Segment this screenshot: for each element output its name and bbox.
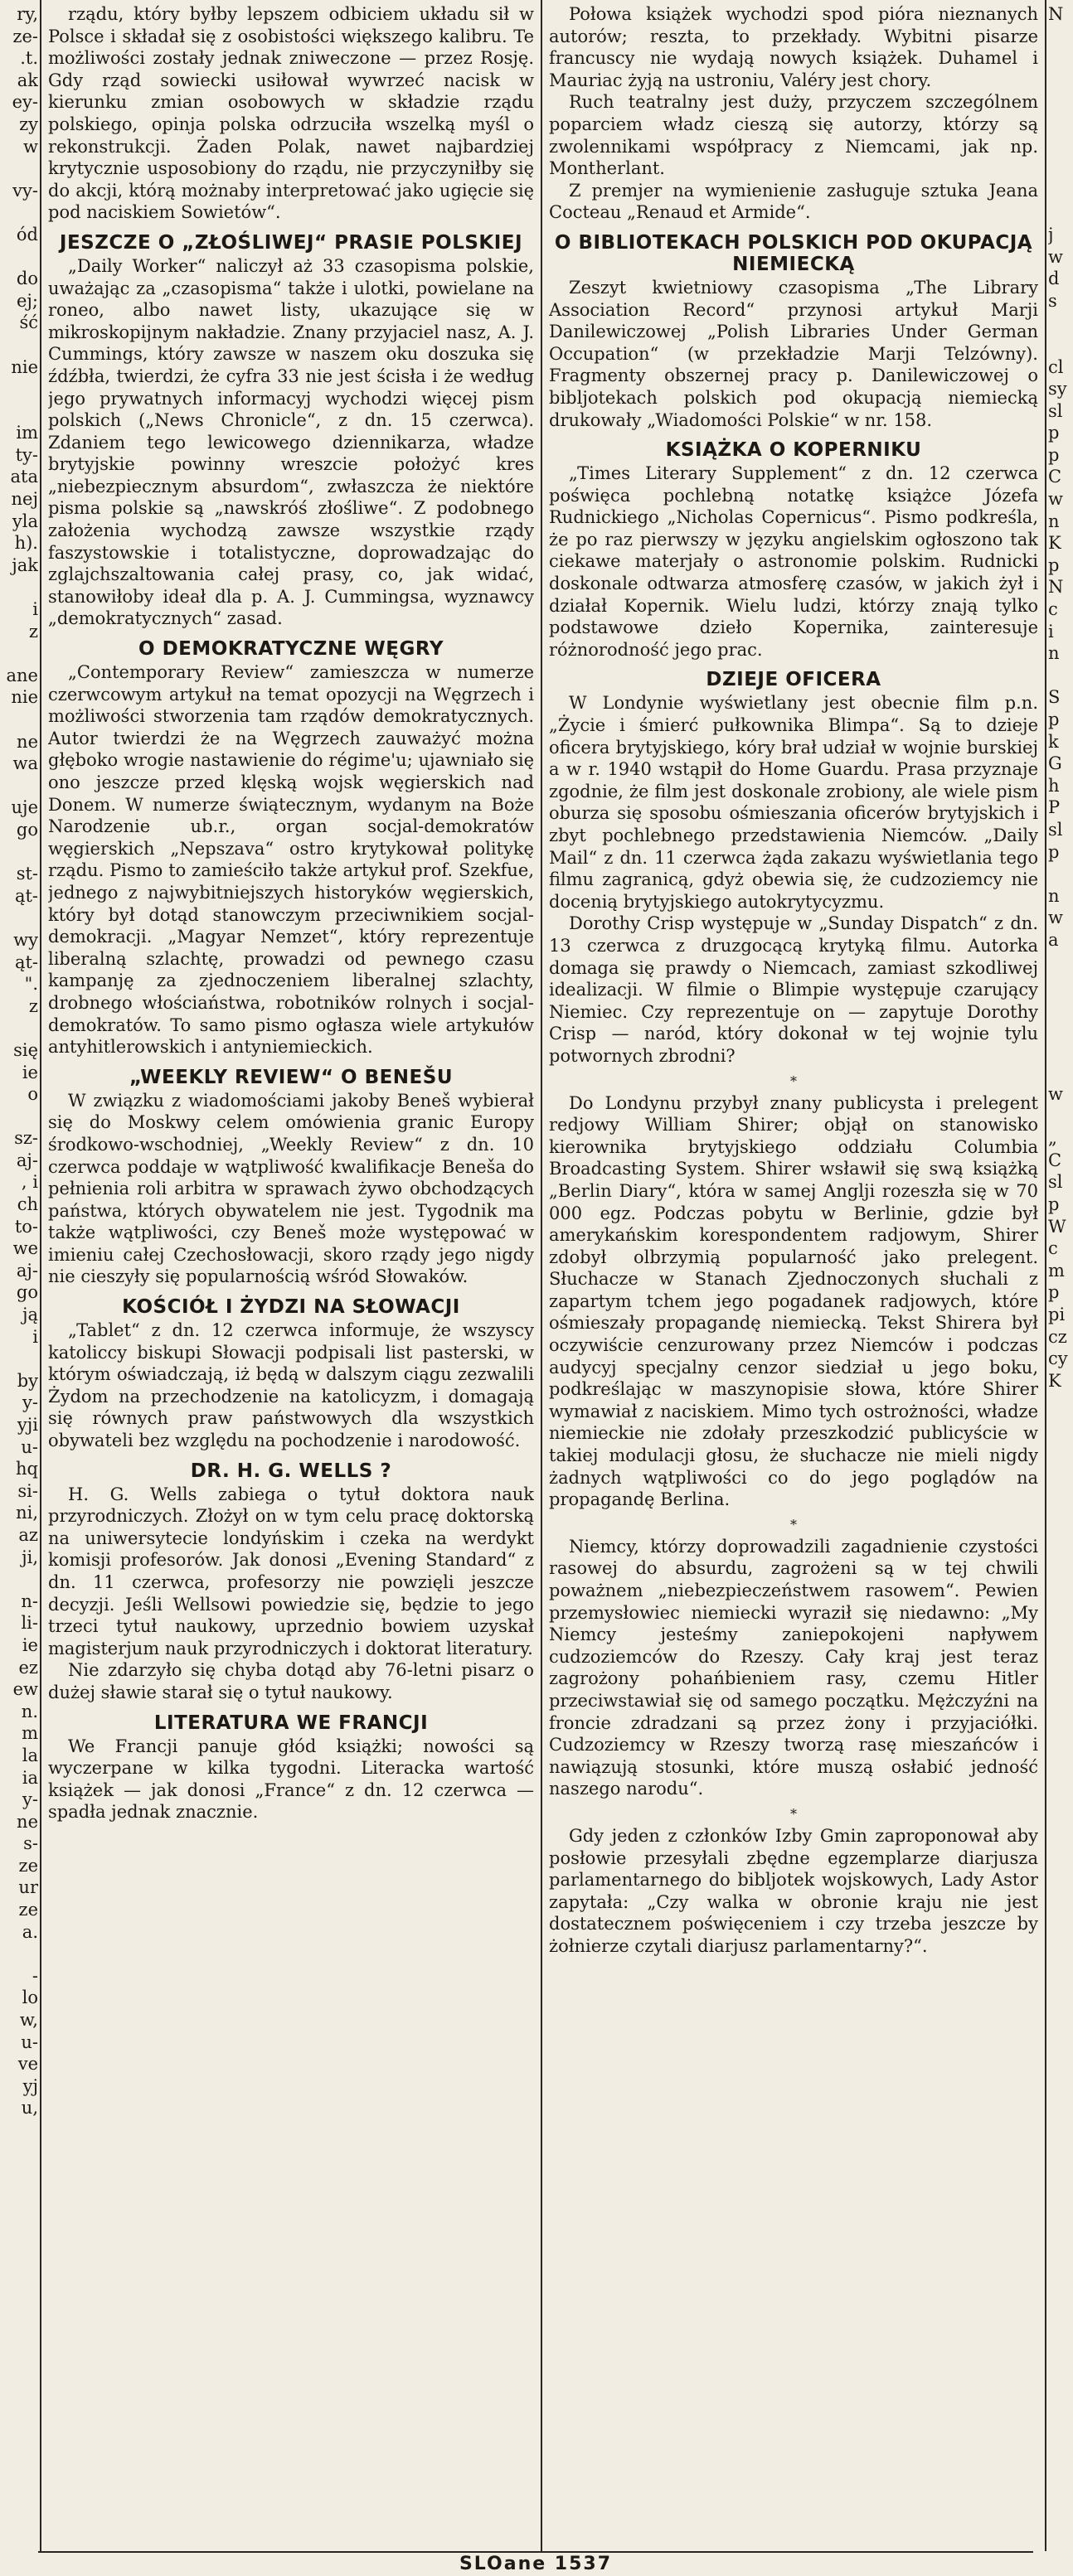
article-paragraph: „Daily Worker“ naliczył aż 33 czasopisma polskie, uważając za „czasopisma“ także i ulotki, powielane na roneo, albo nawet listy, ukazujące się w mikroskopijnym nakładzie. Znany przyjaciel nasz, A. J. Cummings, który zawsze w naszem oku doszuka się źdźbła, twierdzi, że cyfra 33 nie jest ścisła i że według jego prywatnych informacyj wychodzi więcej pism polskich („News Chronicle“, z dn. 15 czerwca). Zdaniem tego lewicowego dziennikarza, władze brytyjskie powinny wreszcie położyć kres „niebezpiecznym absurdom“, zwłaszcza że niektóre pisma polskie są „nawskróś złośliwe“. Z podobnego założenia wychodzą zawsze wszystkie rządy faszystowskie i totalistyczne, doprowadzając do zglajchszaltowania całej prasy, co, jak widać, stanowiłoby ideał dla p. A. J. Cummingsa, wyznawcy „demokratycznych“ zasad. — [48, 255, 534, 629]
article-paragraph: Nie zdarzyło się chyba dotąd aby 76-letni pisarz o dużej sławie starał się o tytuł naukowy. — [48, 1660, 534, 1702]
article-column-right — [549, 3, 1038, 2548]
article-heading: KSIĄŻKA O KOPERNIKU — [665, 439, 922, 462]
article-paragraph: Do Londynu przybył znany publicysta i prelegent redjowy William Shirer; objął on stanowisko kierownika brytyjskiego oddziału Columbia Broadcasting System. Shirer wsławił się swą książką „Berlin Diary“, która w samej Anglji rozeszła się w 70 000 egz. Podczas pobytu w Berlinie, gdzie był amerykańskim korespondentem radjowym, Shirer zdobył olbrzymią popularność jako prelegent. Słuchacze w Stanach Zjednoczonych słuchali z zapartym tchem jego pogadanek radjowych, które ośmieszały propagandę niemiecką. Tekst Shirera był oczywiście cenzurowany przez Niemców i podczas audycyj specjalny cenzor siedział u jego boku, podkreślając w maszynopisie słowa, które Shirer wymawiał z naciskiem. Mimo tych ostrożności, władze niemieckie nie zdołały przeszkodzić publicyście w takiej modulacji głosu, że słuchacze nie mieli nigdy żadnych wątpliwości co do jego poglądów na propagandę Berlina. — [549, 1092, 1038, 1510]
article-heading: O BIBLIOTEKACH POLSKICH POD OKUPACJĄ NIEMIECKĄ — [554, 231, 1033, 275]
article-paragraph: Połowa książek wychodzi spod pióra nieznanych autorów; reszta, to przekłady. Wybitni pisarze francuscy nie wydają nowych książek. Duhamel i Mauriac żyją na ustroniu, Valéry jest chory. — [549, 4, 1038, 90]
article-paragraph: Niemcy, którzy doprowadzili zagadnienie czystości rasowej do absurdu, zagrożeni są w tej chwili poważnem „niebezpieczeństwem rasowem“. Pewien przemysłowiec niemiecki wyraził się niedawno: „My Niemcy jesteśmy zaniepokojeni napływem cudzoziemców do Rzeszy. Cały kraj jest teraz zagrożony pohańbieniem rasy, czemu Hitler przeciwstawiał się od samego początku. Mężczyźni na froncie zdradzani są przez żony i przyjaciółki. Cudzoziemcy w Rzeszy tworzą rasę mieszańców i nawiązują stosunki, które muszą osłabić jedność naszego narodu“. — [549, 1536, 1038, 1799]
section-separator: * — [790, 1073, 797, 1089]
article-heading: LITERATURA WE FRANCJI — [153, 1712, 429, 1734]
article-paragraph: Z premjer na wymienienie zasługuje sztuka Jeana Cocteau „Renaud et Armide“. — [549, 180, 1038, 223]
section-separator: * — [790, 1805, 797, 1822]
article-paragraph: rządu, który byłby lepszem odbiciem układu sił w Polsce i składał się z osobistości większego kalibru. Te możliwości zostały jednak zniweczone — przez Rosję. Gdy rząd sowiecki usiłował wywrzeć nacisk w kierunku zmian osobowych w składzie rządu polskiego, opinja polska odrzuciła wszelką myśl o rekonstrukcji. Żaden Polak, nawet najbardziej krytycznie usposobiony do rządu, nie przyczyniłby się do akcji, którą możnaby interpretować jako ugięcie się pod naciskiem Sowietów“. — [48, 4, 534, 223]
article-heading: JESZCZE O „ZŁOŚLIWEJ“ PRASIE POLSKIEJ — [59, 231, 523, 254]
article-heading: „WEEKLY REVIEW“ O BENEŠU — [129, 1066, 454, 1088]
section-separator: * — [790, 1516, 797, 1533]
article-heading: KOŚCIÓŁ I ŻYDZI NA SŁOWACJI — [122, 1296, 460, 1319]
article-paragraph: W związku z wiadomościami jakoby Beneš wybierał się do Moskwy celem omówienia granic Europy środkowo-wschodniej, „Weekly Review“ z dn. 10 czerwca poddaje w wątpliwość kwalifikacje Beneša do pełnienia roli arbitra w sprawach żywo obchodzących państwa, których obywatelem nie jest. Tygodnik ma także wątpliwości, czy Beneš może występować w imieniu całej Czechosłowacji, skoro rządy jego nigdy nie cieszyły się popularnością wśród Słowaków. — [48, 1090, 534, 1287]
article-paragraph: Ruch teatralny jest duży, przyczem szczególnem poparciem władz cieszą się autorzy, którzy są zwolennikami współpracy z Niemcami, jak np. Montherlant. — [549, 92, 1038, 179]
article-paragraph: Dorothy Crisp występuje w „Sunday Dispatch“ z dn. 13 czerwca z druzgocącą krytyką filmu. Autorka domaga się prawdy o Niemcach, zamiast szkodliwej idealizacji. W filmie o Blimpie występuje czarujący Niemiec. Czy reprezentuje on — zapytuje Dorothy Crisp — naród, który dokonał w tej wojnie tylu potwornych zbrodni? — [549, 913, 1038, 1066]
column-rule-middle — [541, 0, 542, 2551]
article-heading: DR. H. G. WELLS ? — [190, 1460, 392, 1482]
article-paragraph: We Francji panuje głód książki; nowości są wyczerpane w kilka tygodni. Literacka wartość książek — jak donosi „France“ z dn. 12 czerwca — spadła jednak znacznie. — [48, 1736, 534, 1823]
left-column-fragment: ry, ze- .t. ak ey- zy w vy- ód do ej; ść nie im ty- ata nej yla h). jak i z ane nie ne wa uje go st- ąt- wy ąt- ". z się ie o sz- aj- , i ch to- we aj- go ją i by y- yji u- hq si- ni, az ji, n- li- ie ez ew n. m la ia y- ne s- ze ur ze a. - lo w, u- ve yj u, — [6, 4, 38, 2118]
column-rule-left — [40, 0, 41, 2551]
right-column-fragment: N j w d s cl sy sl p p C w n K p N c i n S p k G h P sl p n w a w „ C sl p W c m p pi cz cy K — [1048, 4, 1068, 1391]
article-column-left — [48, 3, 534, 2548]
column-rule-right — [1045, 0, 1046, 2551]
article-paragraph: W Londynie wyświetlany jest obecnie film p.n. „Życie i śmierć pułkownika Blimpa“. Są to dzieje oficera brytyjskiego, kóry brał udział w wojnie burskiej a w r. 1940 wstąpił do Home Guardu. Prasa przyznaje zgodnie, że film jest doskonale zrobiony, ale wiele pism oburza się sposobu ośmieszania oficerów brytyjskich i zbyt pochlebnego przedstawienia Niemców. „Daily Mail“ z dn. 11 czerwca żąda zakazu wyświetlania tego filmu zagranicą, gdyż obewia się, że cudzoziemcy nie docenią brytyjskiego autokrytycyzmu. — [549, 693, 1038, 912]
article-heading: O DEMOKRATYCZNE WĘGRY — [138, 638, 444, 661]
article-paragraph: „Contemporary Review“ zamieszcza w numerze czerwcowym artykuł na temat opozycji na Węgrzech i możliwości stworzenia tam rządów demokratycznych. Autor twierdzi że na Węgrzech zauważyć można głęboko wrogie nastawienie do régime'u; ujawniało się ono jeszcze przed klęską wojsk węgierskich nad Donem. W numerze świątecznym, wydanym na Boże Narodzenie ub.r., organ socjal-demokratów węgierskich „Nepszava“ ostro krytykował politykę rządu. Pismo to zamieściło także artykuł prof. Szekfue, jednego z najwybitniejszych historyków węgierskich, który był dotąd stanowczym przeciwnikiem socjal-demokracji. „Magyar Nemzet“, który reprezentuje liberalną szlachtę, prowadzi od pewnego czasu kampanję za zjednoczeniem liberalnej szlachty, drobnego włościaństwa, robotników rolnych i socjal-demokratów. To samo pismo ogłasza wiele artykułów antyhitlerowskich i antyniemieckich. — [48, 662, 534, 1058]
article-paragraph: Gdy jeden z członków Izby Gmin zaproponował aby posłowie przesyłali zbędne egzemplarze diarjusza parlamentarnego do bibljotek wojskowych, Lady Astor zapytała: „Czy walka w obronie kraju nie jest dostatecznem poświęceniem i czy trzeba jeszcze by żołnierze czytali diarjusz parlamentarny?“. — [549, 1825, 1038, 1956]
article-paragraph: Zeszyt kwietniowy czasopisma „The Library Association Record“ przynosi artykuł Marji Danilewiczowej „Polish Libraries Under German Occupation“ (w przekładzie Marji Telzówny). Fragmenty obszernej pracy p. Danilewiczowej o bibljotekach polskich pod okupacją niemiecką drukowały „Wiadomości Polskie“ w nr. 158. — [549, 277, 1038, 430]
article-paragraph: „Times Literary Supplement“ z dn. 12 czerwca poświęca pochlebną notatkę książce Józefa Rudnickiego „Nicholas Copernicus“. Pismo podkreśla, że po raz pierwszy w języku angielskim ogłoszono tak ciekawe materjały o astronomie polskim. Rudnicki doskonale odtwarza atmosferę czasów, w jakich żył i działał Kopernik. Wielu ludzi, którzy znają tylko podstawowe dzieło Kopernika, zainteresuje różnorodność jego prac. — [549, 463, 1038, 660]
article-paragraph: „Tablet“ z dn. 12 czerwca informuje, że wszyscy katoliccy biskupi Słowacji podpisali list pasterski, w którym oświadczają, iż będą w dalszym ciągu zezwalili Żydom na przechodzenie na katolicyzm, i domagają się równych praw państwowych dla wszystkich obywateli bez względu na pochodzenie i narodowość. — [48, 1320, 534, 1451]
article-paragraph: H. G. Wells zabiega o tytuł doktora nauk przyrodniczych. Złożył on w tym celu pracę doktorską na uniwersytecie londyńskim i czeka na werdykt komisji profesorów. Jak donosi „Evening Standard“ z dn. 11 czerwca, profesorzy nie powzięli jeszcze decyzji. Jeśli Wellsowi powiedzie się, będzie to jego trzeci tytuł naukowy, uprzednio bowiem uzyskał magisterjum nauk przyrodniczych i doktorat literatury. — [48, 1484, 534, 1658]
article-heading: DZIEJE OFICERA — [706, 669, 881, 691]
footer-phone: SLOane 1537 — [38, 2551, 1033, 2576]
